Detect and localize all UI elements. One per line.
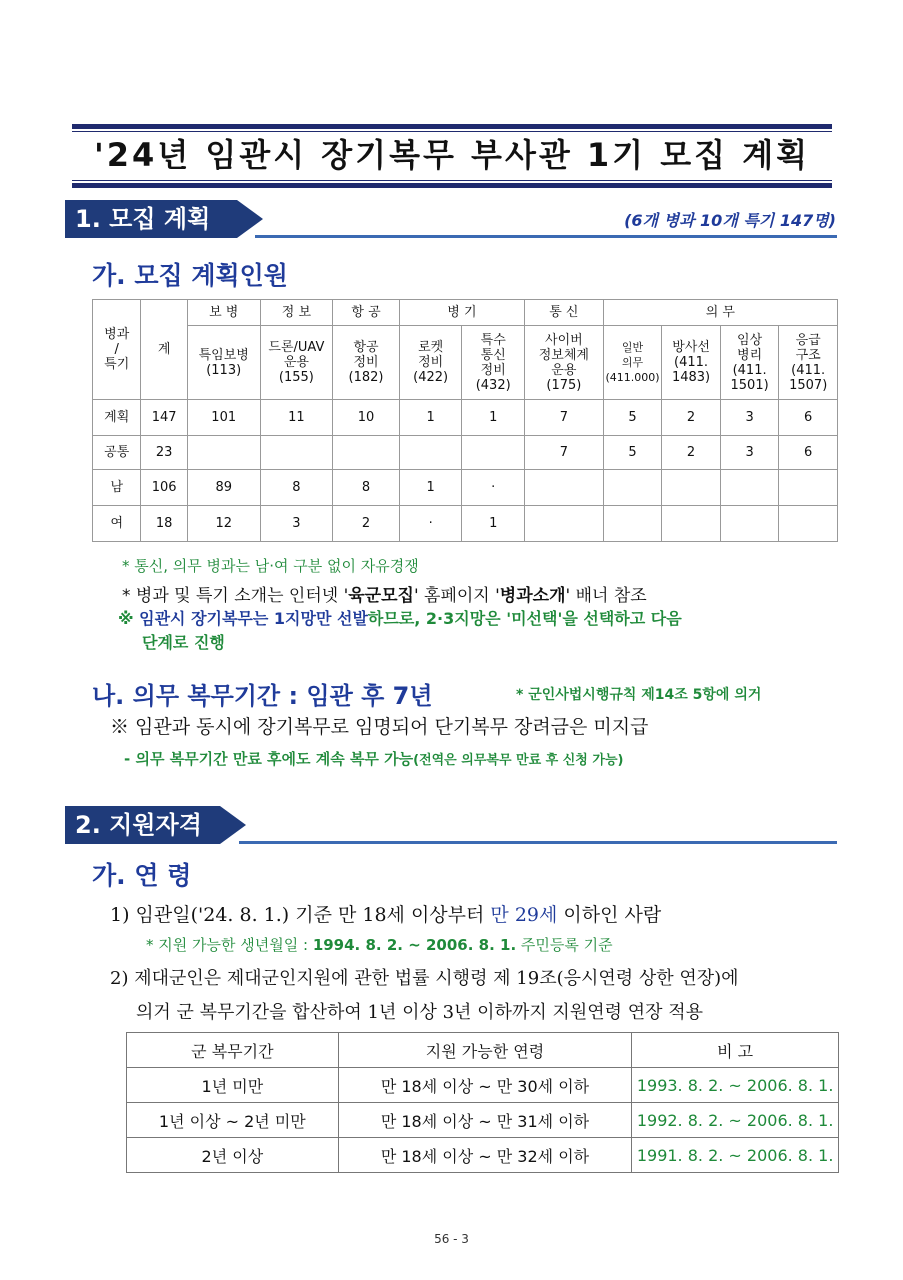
table-row xyxy=(93,506,838,542)
cell xyxy=(662,470,721,506)
cell xyxy=(779,470,838,506)
cell xyxy=(720,506,779,542)
cell: 12 xyxy=(187,506,260,542)
page-title: '24년 임관시 장기복무 부사관 1기 모집 계획 xyxy=(93,136,811,174)
section-2-label: 2. 지원자격 xyxy=(65,806,220,844)
cell: 1 xyxy=(399,470,462,506)
header-infantry: 보 병 xyxy=(187,300,260,326)
cell: 1 xyxy=(462,400,525,436)
cell: 5 xyxy=(603,436,662,470)
cell xyxy=(399,436,462,470)
cell xyxy=(525,506,604,542)
cell: 3 xyxy=(720,400,779,436)
service-period-basis: * 군인사법시행규칙 제14조 5항에 의거 xyxy=(516,687,762,703)
cell: 1년 이상 ~ 2년 미만 xyxy=(127,1103,339,1138)
note-free-competition: * 통신, 의무 병과는 남·여 구분 없이 자유경쟁 xyxy=(122,557,419,575)
cell xyxy=(603,506,662,542)
header-branch: 병과 / 특기 xyxy=(93,300,141,400)
table-row xyxy=(93,436,838,470)
cell xyxy=(260,436,333,470)
note-incentive: ※ 임관과 동시에 장기복무로 임명되어 단기복무 장려금은 미지급 xyxy=(110,716,649,738)
spec-cell: 로켓 정비 (422) xyxy=(399,326,462,400)
cell: · xyxy=(462,470,525,506)
spec-cell: 사이버 정보체계 운용 (175) xyxy=(525,326,604,400)
cell: 만 18세 이상 ~ 만 30세 이하 xyxy=(338,1068,632,1103)
cell: 6 xyxy=(779,436,838,470)
header-service-period: 군 복무기간 xyxy=(127,1033,339,1068)
cell xyxy=(187,436,260,470)
cell: 89 xyxy=(187,470,260,506)
cell: 8 xyxy=(333,470,400,506)
row-label: 여 xyxy=(93,506,141,542)
cell: 만 18세 이상 ~ 만 31세 이하 xyxy=(338,1103,632,1138)
cell: 5 xyxy=(603,400,662,436)
cell: 23 xyxy=(141,436,187,470)
subheading-age: 가. 연 령 xyxy=(92,861,192,890)
cell: 만 18세 이상 ~ 만 32세 이하 xyxy=(338,1138,632,1173)
cell: 8 xyxy=(260,470,333,506)
section-2-header xyxy=(65,806,837,844)
cell: 1 xyxy=(399,400,462,436)
cell: 11 xyxy=(260,400,333,436)
cell: 6 xyxy=(779,400,838,436)
note-first-choice: ※ 임관시 장기복무는 1지망만 선발하므로, 2·3지망은 '미선택'을 선택하고 다음 단계로 진행 xyxy=(118,609,682,652)
subheading-recruit-count: 가. 모집 계획인원 xyxy=(92,261,288,290)
age-extension-table xyxy=(126,1032,839,1173)
row-label: 남 xyxy=(93,470,141,506)
section-1-note: (6개 병과 10개 특기 147명) xyxy=(624,211,836,230)
cell: 1 xyxy=(462,506,525,542)
table-row xyxy=(93,470,838,506)
cell: 10 xyxy=(333,400,400,436)
cell: 147 xyxy=(141,400,187,436)
cell xyxy=(525,470,604,506)
spec-cell: 특수 통신 정비 (432) xyxy=(462,326,525,400)
row-label: 공통 xyxy=(93,436,141,470)
cell: 2 xyxy=(662,400,721,436)
cell: 7 xyxy=(525,436,604,470)
table-row xyxy=(127,1068,839,1103)
cell: 2년 이상 xyxy=(127,1138,339,1173)
spec-cell: 방사선 (411. 1483) xyxy=(662,326,721,400)
age-item-1: 1) 임관일('24. 8. 1.) 기준 만 18세 이상부터 만 29세 이하인 사람 xyxy=(110,904,662,926)
cell xyxy=(720,470,779,506)
cell: 1993. 8. 2. ~ 2006. 8. 1. xyxy=(632,1068,839,1103)
cell xyxy=(462,436,525,470)
table-row xyxy=(127,1103,839,1138)
header-intel: 정 보 xyxy=(260,300,333,326)
age-item-2-line2: 의거 군 복무기간을 합산하여 1년 이상 3년 이하까지 지원연령 연장 적용 xyxy=(136,1002,703,1023)
cell: 1년 미만 xyxy=(127,1068,339,1103)
spec-cell: 항공 정비 (182) xyxy=(333,326,400,400)
cell: 2 xyxy=(333,506,400,542)
spec-cell: 드론/UAV 운용 (155) xyxy=(260,326,333,400)
section-1-label: 1. 모집 계획 xyxy=(65,200,237,238)
row-label: 계획 xyxy=(93,400,141,436)
header-signal: 통 신 xyxy=(525,300,604,326)
header-eligible-age: 지원 가능한 연령 xyxy=(338,1033,632,1068)
cell: 1992. 8. 2. ~ 2006. 8. 1. xyxy=(632,1103,839,1138)
header-aviation: 항 공 xyxy=(333,300,400,326)
age-item-2-line1: 2) 제대군인은 제대군인지원에 관한 법률 시행령 제 19조(응시연령 상한 연장)에 xyxy=(110,968,739,989)
header-total: 계 xyxy=(141,300,187,400)
recruit-plan-table xyxy=(92,299,838,542)
header-ordnance: 병 기 xyxy=(399,300,524,326)
cell: 3 xyxy=(720,436,779,470)
cell xyxy=(779,506,838,542)
cell: 1991. 8. 2. ~ 2006. 8. 1. xyxy=(632,1138,839,1173)
cell: 101 xyxy=(187,400,260,436)
cell: 7 xyxy=(525,400,604,436)
note-branch-intro: * 병과 및 특기 소개는 인터넷 '육군모집' 홈페이지 '병과소개' 배너 참조 xyxy=(122,586,647,606)
cell: 3 xyxy=(260,506,333,542)
cell xyxy=(333,436,400,470)
cell xyxy=(662,506,721,542)
cell xyxy=(603,470,662,506)
spec-cell: 임상 병리 (411. 1501) xyxy=(720,326,779,400)
cell: 18 xyxy=(141,506,187,542)
page-number: 56 - 3 xyxy=(434,1232,469,1246)
spec-cell: 특임보병 (113) xyxy=(187,326,260,400)
subheading-service-period: 나. 의무 복무기간 : 임관 후 7년 xyxy=(92,682,433,710)
spec-cell: 일반 의무 (411.000) xyxy=(603,326,662,400)
age-item-1-note: * 지원 가능한 생년월일 : 1994. 8. 2. ~ 2006. 8. 1. 주민등록 기준 xyxy=(146,936,613,954)
table-row xyxy=(93,400,838,436)
header-medical: 의 무 xyxy=(603,300,837,326)
table-row xyxy=(127,1138,839,1173)
note-continue-service: - 의무 복무기간 만료 후에도 계속 복무 가능(전역은 의무복무 만료 후 신청 가능) xyxy=(124,750,624,768)
header-remarks: 비 고 xyxy=(632,1033,839,1068)
spec-cell: 응급 구조 (411. 1507) xyxy=(779,326,838,400)
cell: 2 xyxy=(662,436,721,470)
cell: · xyxy=(399,506,462,542)
cell: 106 xyxy=(141,470,187,506)
